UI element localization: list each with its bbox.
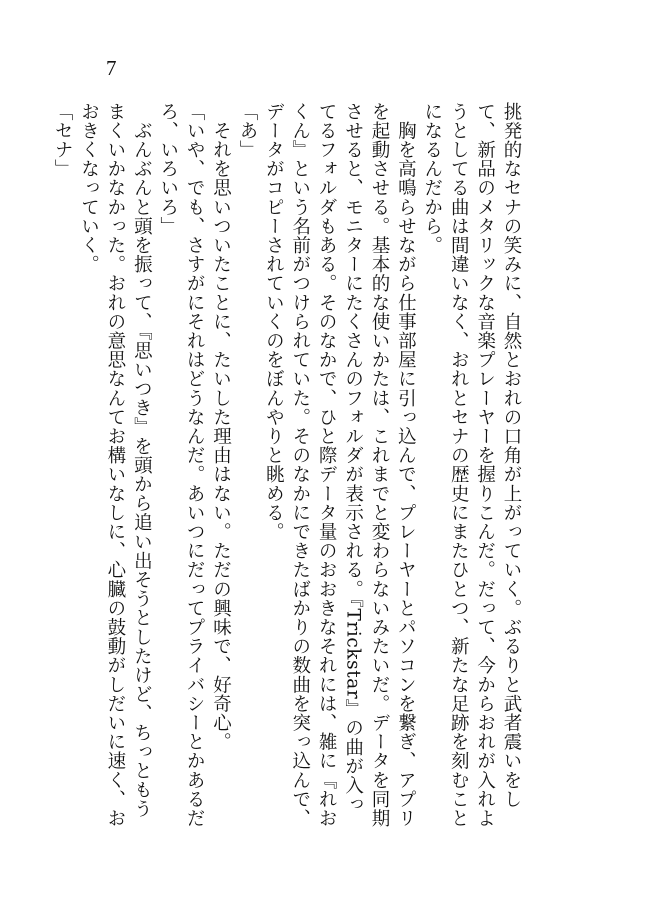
page-number: 7 — [106, 56, 117, 80]
paragraph-1: 挑発的なセナの笑みに、自然とおれの口角が上がっていく。ぶるりと武者震いをして、新品のメタリックな音楽プレーヤーを握りこんだ。だって、今からおれが入れようとしてる曲は間違いなく、おれとセナの歴史にまたひとつ、新たな足跡を刻むことになるんだから。 — [421, 102, 522, 828]
paragraph-7: 「セナ」 — [52, 102, 74, 179]
paragraph-6: ぶんぶんと頭を振って、『思いつき』を頭から追い出そうとしたけど、ちっともうまくいかなかった。おれの意思なんてお構いなしに、心臓の鼓動がしだいに速く、おおきくなっていく。 — [78, 102, 153, 828]
paragraph-3: 「あ」 — [236, 102, 258, 160]
paragraph-4: それを思いついたことに、たいした理由はない。ただの興味で、好奇心。 — [210, 102, 232, 752]
paragraph-5: 「いや、でも、さすがにそれはどうなんだ。あいつにだってプライバシーとかあるだろ、いろいろ」 — [157, 102, 206, 828]
paragraph-2: 胸を高鳴らせながら仕事部屋に引っ込んで、プレーヤーとパソコンを繋ぎ、アプリを起動させる。基本的な使いかたは、これまでと変わらないみたいだ。データを同期させると、モニターにたくさんのフォルダが表示される。『Trickstar』の曲が入ってるフォルダもある。そのなかで、ひと際データ量のおおきなそれには、雑に『れおくん』という名前がつけられていた。そのなかにできたばかりの数曲を突っ込んで、データがコピーされていくのをぼんやりと眺める。 — [263, 102, 417, 828]
vertical-text-body — [49, 102, 524, 832]
